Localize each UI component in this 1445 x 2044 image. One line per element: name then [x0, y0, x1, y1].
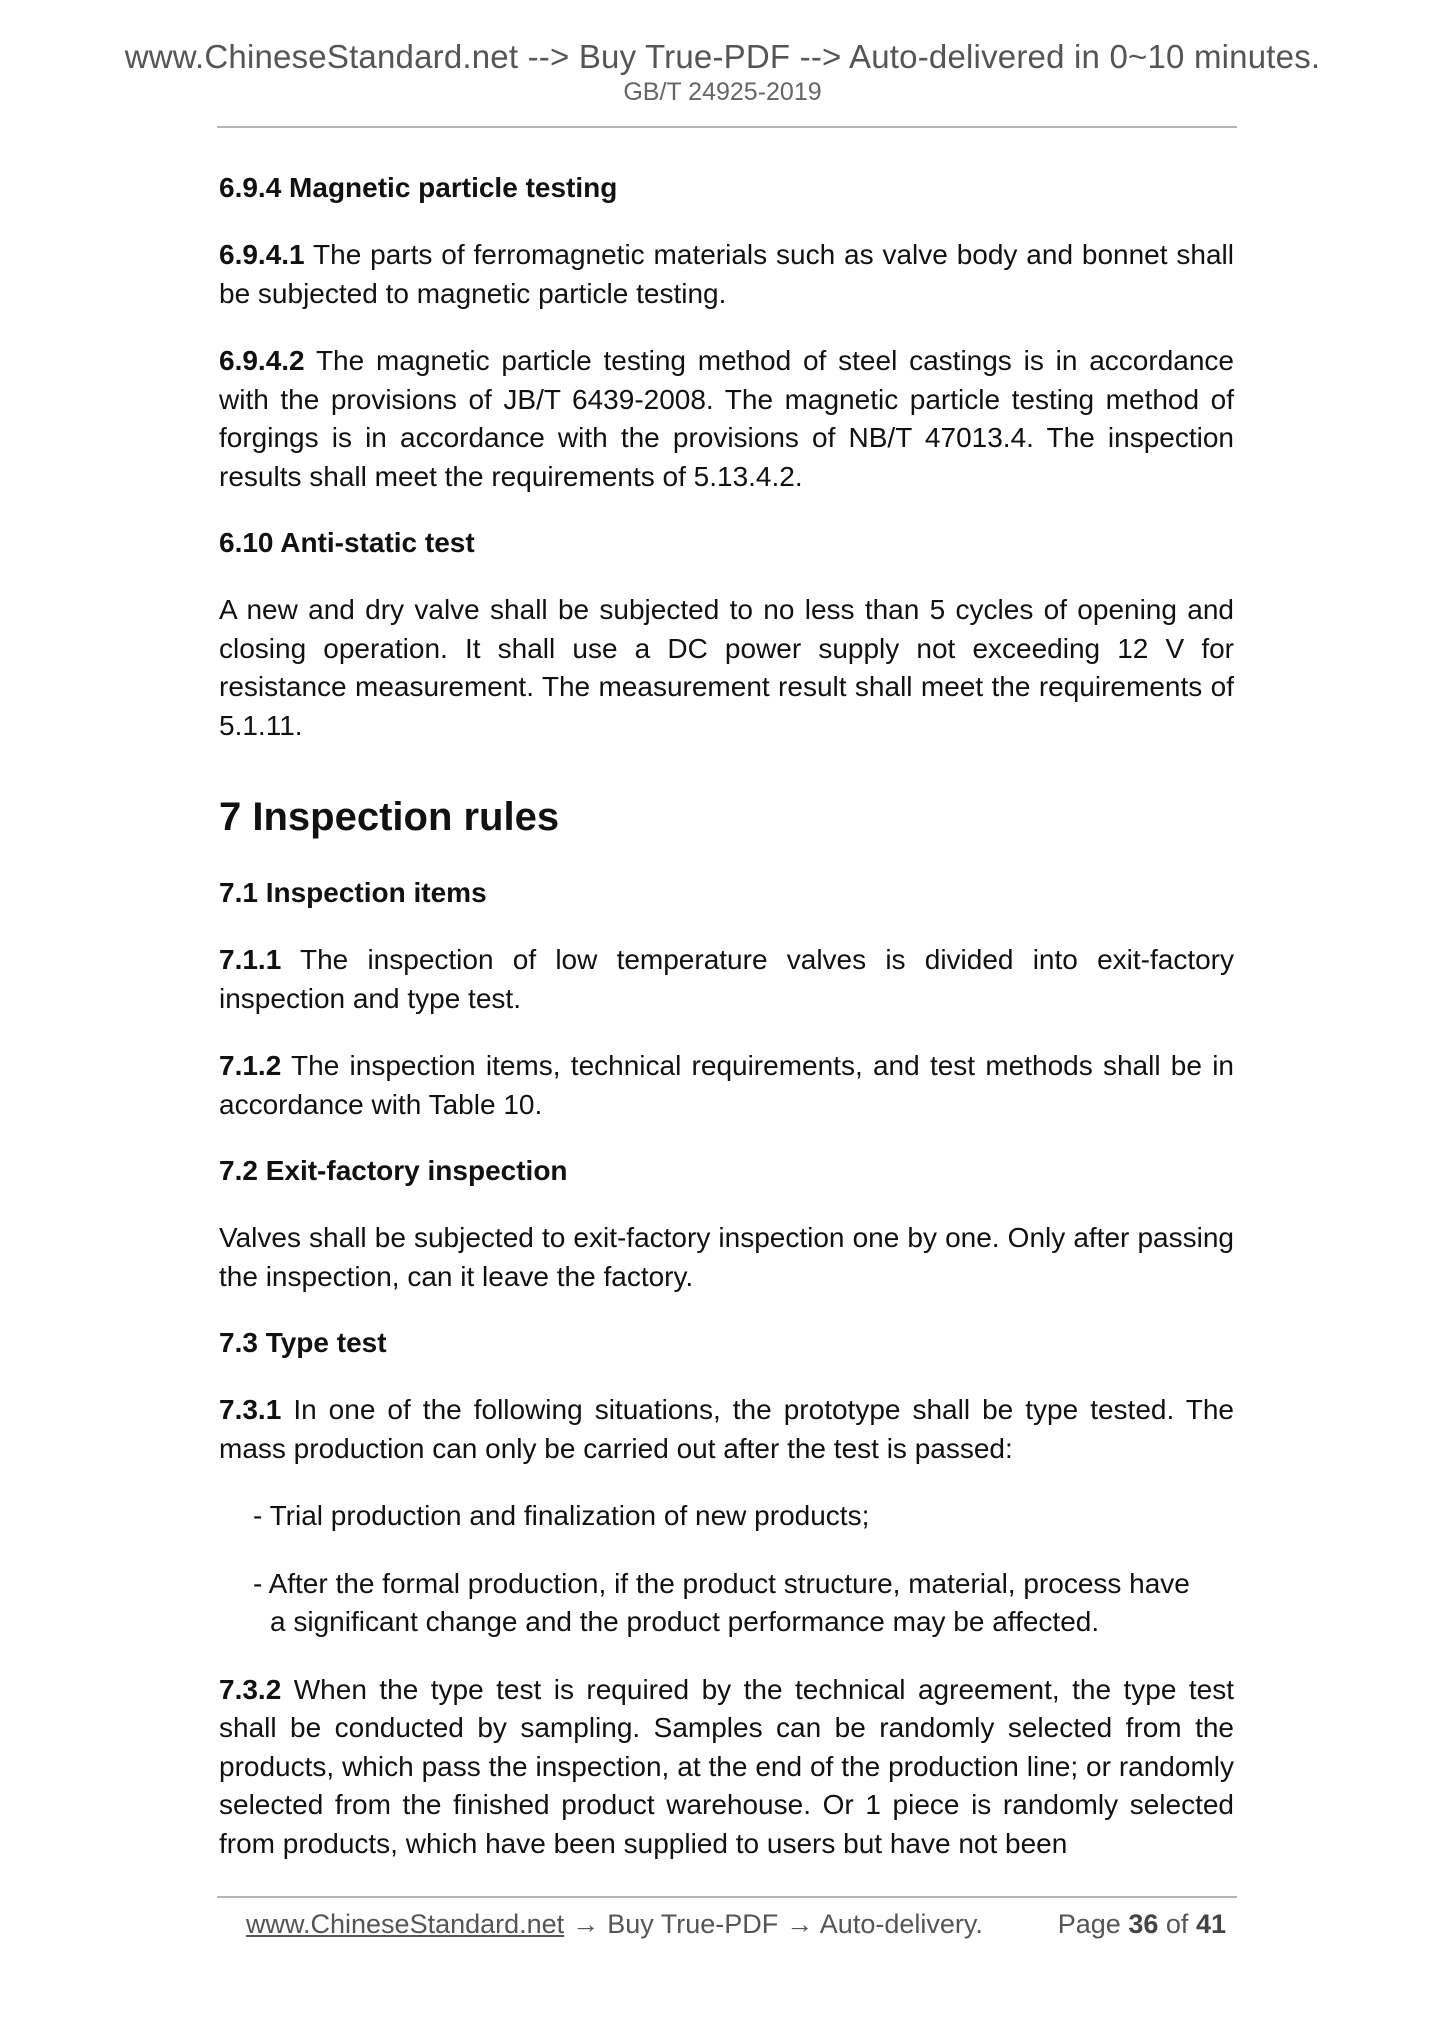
footer-divider — [217, 1896, 1237, 1898]
heading-7-1: 7.1 Inspection items — [219, 877, 487, 908]
paragraph-6-10: A new and dry valve shall be subjected to no less than 5 cycles of opening and closing operation. It shall use a DC power supply not exceeding 12 V for resistance measurement. The measurement result shall meet the requirements of 5.1.11. — [219, 594, 1234, 741]
list-item-text-continued: a significant change and the product performance may be affected. — [270, 1606, 1100, 1637]
footer-website-link[interactable]: www.ChineseStandard.net — [246, 1909, 565, 1939]
clause-6-9-4-2 — [219, 342, 1234, 496]
header-divider — [217, 126, 1237, 128]
clause-text: The inspection of low temperature valves is divided into exit-factory inspection and type test. — [219, 944, 1234, 1014]
clause-number: 6.9.4.2 — [219, 345, 305, 376]
arrow-right-icon: → — [572, 1909, 600, 1939]
clause-6-9-4-1 — [219, 236, 1234, 313]
heading-7-2: 7.2 Exit-factory inspection — [219, 1155, 568, 1186]
clause-7-3-1 — [219, 1391, 1234, 1468]
bullet-dash: - — [253, 1500, 263, 1531]
heading-6-10: 6.10 Anti-static test — [219, 527, 475, 558]
list-item — [253, 1565, 1234, 1642]
clause-7-3-2 — [219, 1671, 1234, 1864]
page-number: 36 — [1128, 1909, 1159, 1939]
clause-text: In one of the following situations, the prototype shall be type tested. The mass production can only be carried out after the test is passed: — [219, 1394, 1235, 1464]
heading-6-9-4: 6.9.4 Magnetic particle testing — [219, 172, 618, 203]
clause-number: 7.1.1 — [219, 944, 282, 975]
document-body — [219, 170, 1234, 1892]
clause-number: 6.9.4.1 — [219, 239, 305, 270]
of-label: of — [1165, 1909, 1189, 1939]
clause-7-1-1 — [219, 941, 1234, 1018]
list-item-text: Trial production and finalization of new products; — [269, 1500, 870, 1531]
clause-text: When the type test is required by the technical agreement, the type test shall be conducted by sampling. Samples can be randomly selected from the products, which pass the inspection, at the end of the production line; or randomly selected from the finished product warehouse. Or 1 piece is randomly selected from products, which have been supplied to users but have not been — [219, 1673, 1234, 1859]
total-pages: 41 — [1195, 1909, 1226, 1939]
clause-number: 7.3.1 — [219, 1394, 282, 1425]
list-item — [253, 1497, 1234, 1536]
paragraph-7-2: Valves shall be subjected to exit-factory inspection one by one. Only after passing the inspection, can it leave the factory. — [219, 1222, 1234, 1292]
bullet-dash: - — [253, 1567, 263, 1599]
arrow-right-icon: → — [786, 1909, 814, 1939]
footer-delivery-text: Auto-delivery. — [819, 1909, 983, 1939]
footer-buy-text: Buy True-PDF — [607, 1909, 779, 1939]
clause-text: The magnetic particle testing method of steel castings is in accordance with the provisions of JB/T 6439-2008. The magnetic particle testing method of forgings is in accordance with the provisions of NB/T 47013.4. The inspection results shall meet the requirements of 5.13.4.2. — [219, 345, 1234, 492]
header-banner: www.ChineseStandard.net --> Buy True-PDF --> Auto-delivered in 0~10 minutes. — [124, 38, 1321, 75]
list-item-text: After the formal production, if the product structure, material, process have — [268, 1567, 1190, 1599]
clause-number: 7.1.2 — [219, 1050, 282, 1081]
clause-text: The inspection items, technical requirements, and test methods shall be in accordance with Table 10. — [219, 1050, 1234, 1120]
heading-7: 7 Inspection rules — [219, 795, 560, 839]
page-label: Page — [1057, 1909, 1121, 1939]
clause-text: The parts of ferromagnetic materials such as valve body and bonnet shall be subjected to magnetic particle testing. — [219, 239, 1234, 309]
clause-number: 7.3.2 — [219, 1673, 282, 1705]
heading-7-3: 7.3 Type test — [219, 1327, 387, 1358]
page-footer — [246, 1904, 1236, 1944]
clause-7-1-2 — [219, 1047, 1234, 1124]
standard-number: GB/T 24925-2019 — [623, 78, 822, 106]
page-indicator — [1058, 1904, 1226, 1944]
